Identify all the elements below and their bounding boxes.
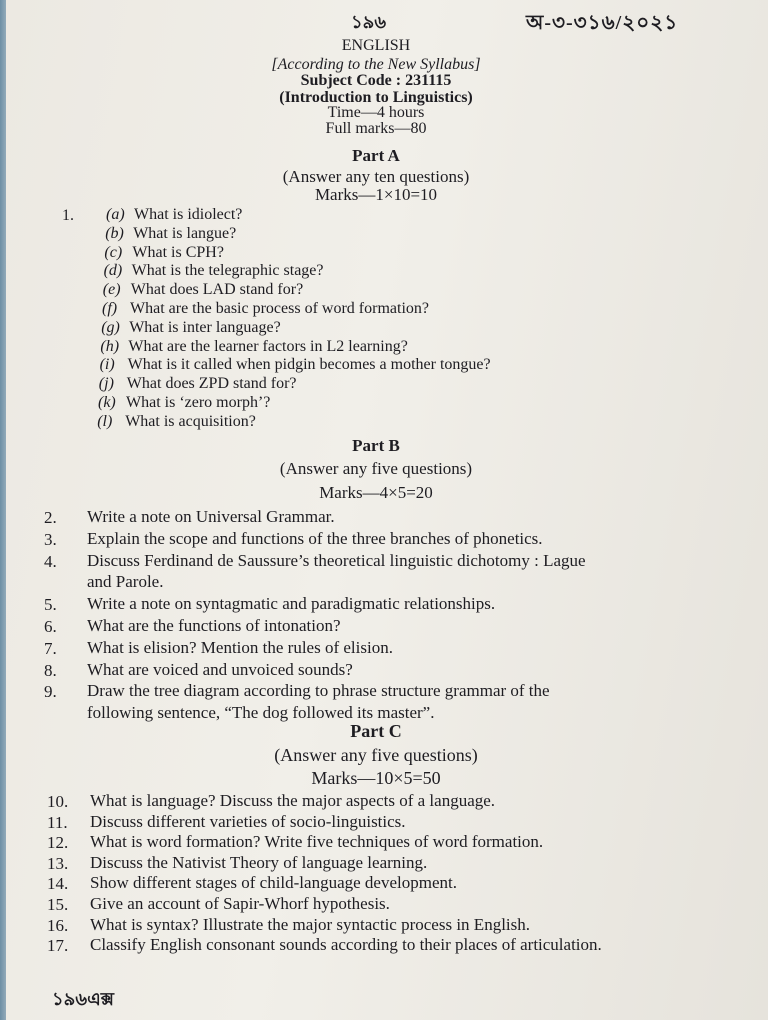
part-a-instruction: (Answer any ten questions) <box>282 167 470 186</box>
part-b-title: Part B <box>352 436 400 455</box>
part-b-instruction: (Answer any five questions) <box>279 459 473 478</box>
question-text: Draw the tree diagram according to phrase structure grammar of the <box>87 681 550 701</box>
question-number: 16. <box>47 915 69 935</box>
syllabus-note: [According to the New Syllabus] <box>271 56 481 73</box>
question-text: Write a note on Universal Grammar. <box>87 507 335 526</box>
subject-title: ENGLISH <box>341 37 411 54</box>
item-text: What is langue? <box>133 224 237 242</box>
part-c-instruction: (Answer any five questions) <box>274 745 478 765</box>
question-number: 14. <box>47 874 69 894</box>
question-number: 5. <box>44 595 57 615</box>
question-number: 8. <box>44 660 57 680</box>
question-text: Discuss Ferdinand de Saussure’s theoretical linguistic dichotomy : Lague <box>87 550 586 570</box>
part-a-marks: Marks—1×10=10 <box>314 185 438 204</box>
question-text: What is syntax? Illustrate the major syntactic process in English. <box>90 914 530 934</box>
item-text: What is idiolect? <box>134 206 243 223</box>
item-text: What does LAD stand for? <box>130 281 304 299</box>
time-allowed: Time—4 hours <box>327 104 425 121</box>
question-number: 3. <box>44 529 57 549</box>
part-a-item <box>97 413 256 431</box>
part-a-item <box>104 244 224 262</box>
question-text: What is elision? Mention the rules of elision. <box>87 637 393 657</box>
question-text: What is word formation? Write five techniques of word formation. <box>90 832 544 852</box>
item-text: What are the learner factors in L2 learning? <box>128 337 408 355</box>
question-text: and Parole. <box>87 572 164 592</box>
part-a-item <box>105 225 236 243</box>
item-letter: (j) <box>98 375 114 393</box>
exam-code-right: অ-৩-৩১৬/২০২১ <box>526 12 679 34</box>
question-text: Show different stages of child-language development. <box>90 873 457 893</box>
question-text: What is language? Discuss the major aspects of a language. <box>90 791 496 810</box>
item-text: What is the telegraphic stage? <box>131 262 324 280</box>
question-text: Discuss different varieties of socio-linguistics. <box>90 811 406 831</box>
part-a-item <box>101 319 281 337</box>
part-c-marks: Marks—10×5=50 <box>311 768 441 788</box>
part-a-item <box>98 394 270 412</box>
item-text: What are the basic process of word formation? <box>130 300 429 317</box>
item-letter: (h) <box>100 337 120 355</box>
item-letter: (e) <box>102 281 121 299</box>
footer-code: ১৯৬এক্স <box>52 989 114 1009</box>
question-text: Explain the scope and functions of the three branches of phonetics. <box>87 528 543 548</box>
question-text: Classify English consonant sounds according to their places of articulation. <box>90 935 602 955</box>
page-code-left: ১৯৬ <box>351 12 387 32</box>
item-letter: (a) <box>106 206 125 223</box>
item-letter: (i) <box>99 356 115 374</box>
question-number: 2. <box>44 508 57 527</box>
item-letter: (d) <box>103 262 123 280</box>
question-text: Discuss the Nativist Theory of language learning. <box>90 852 428 872</box>
part-a-item <box>103 281 303 299</box>
question-number: 4. <box>44 551 57 571</box>
item-letter: (b) <box>105 224 124 242</box>
question-number: 15. <box>47 895 69 914</box>
item-text: What does ZPD stand for? <box>126 375 297 393</box>
question-text: What are voiced and unvoiced sounds? <box>87 659 353 679</box>
item-text: What is it called when pidgin becomes a mother tongue? <box>127 356 491 374</box>
part-a-item <box>102 300 429 318</box>
question-number: 6. <box>44 617 57 636</box>
question-text: following sentence, “The dog followed its master”. <box>87 703 435 723</box>
question-number: 11. <box>47 812 68 832</box>
item-text: What is CPH? <box>132 243 224 261</box>
question-number: 9. <box>44 682 57 702</box>
item-text: What is acquisition? <box>125 412 256 430</box>
item-letter: (g) <box>101 318 120 336</box>
question-text: What are the functions of intonation? <box>87 616 341 635</box>
item-letter: (l) <box>97 412 113 430</box>
item-text: What is inter language? <box>129 318 281 336</box>
subject-code: Subject Code : 231115 <box>300 72 452 89</box>
item-letter: (c) <box>104 243 123 261</box>
full-marks: Full marks—80 <box>325 120 427 137</box>
question-number: 13. <box>47 853 69 873</box>
question-number: 10. <box>47 792 69 811</box>
part-a-item <box>99 375 297 393</box>
item-text: What is ‘zero morph’? <box>126 394 271 411</box>
question-number: 17. <box>47 936 69 956</box>
paper-title: (Introduction to Linguistics) <box>279 89 473 106</box>
part-a-item <box>100 338 407 356</box>
question-number: 12. <box>47 833 69 853</box>
part-a-item <box>104 262 324 280</box>
question-number: 7. <box>44 638 57 658</box>
exam-paper <box>6 0 768 1020</box>
part-c-title: Part C <box>350 721 402 741</box>
part-a-item <box>100 356 491 374</box>
question-text: Write a note on syntagmatic and paradigmatic relationships. <box>87 594 496 614</box>
part-a-title: Part A <box>352 146 400 165</box>
part-b-marks: Marks—4×5=20 <box>319 483 433 502</box>
part-a-item <box>106 206 242 224</box>
question-number: 1. <box>62 207 74 224</box>
question-text: Give an account of Sapir-Whorf hypothesis. <box>90 894 390 913</box>
item-letter: (k) <box>98 394 116 411</box>
item-letter: (f) <box>102 300 118 317</box>
